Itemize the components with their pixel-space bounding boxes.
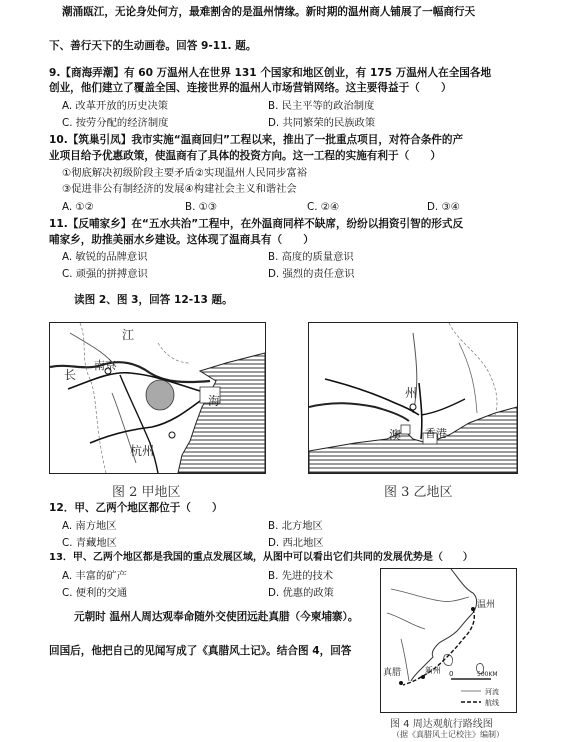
q12-option-b[interactable]: B. 北方地区 [268,520,323,532]
river [387,613,425,629]
q11-option-b[interactable]: B. 高度的质量意识 [268,251,354,263]
city-zhenla [399,681,403,685]
q13-option-a[interactable]: A. 丰富的矿产 [62,570,127,582]
river [401,639,409,681]
sea-area [178,353,265,473]
figure-4-svg [381,569,516,712]
q9-stem-1: 9.【商海弄潮】有 60 万温州人在世界 131 个国家和地区创业，有 175 万温州人在全国各地 [49,67,492,79]
coastline [411,569,477,681]
river [413,333,417,413]
q10-item-12: ①彻底解决初级阶段主要矛盾②实现温州人民同步富裕 [62,167,307,179]
q10-stem-1: 10.【筑巢引凤】我市实施“温商回归”工程以来，推出了一批重点项目，对符合条件的产 [49,134,464,146]
railway [90,401,200,443]
label-nanjing: 南京 [94,359,116,372]
city-wenzhou [471,607,475,611]
river [391,589,469,602]
intro-line-1: 潮涌瓯江，无论身处何方，最难割舍的是温州情缘。新时期的温州商人铺展了一幅商行天 [62,6,476,18]
figure-2-svg [50,323,265,473]
q13-option-b[interactable]: B. 先进的技术 [268,570,334,582]
province-border [158,343,190,363]
figure-4-source: （据《真腊风土记校注》编制） [392,730,504,739]
q11-option-c[interactable]: C. 顽强的拼搏意识 [62,268,148,280]
figure-2-map [49,322,266,474]
label-chang: 长 [64,368,77,382]
label-xianggang: 香港 [425,427,447,440]
read-figures-2-3: 读图 2、图 3，回答 12-13 题。 [74,294,233,306]
yuan-line-1: 元朝时 温州人周达观奉命随外交使团远赴真腊（今柬埔寨）。 [74,611,359,623]
q10-item-34: ③促进非公有制经济的发展④构建社会主义和谐社会 [62,183,297,195]
pearl-river [309,403,409,421]
railway [421,399,465,415]
label-jiang: 江 [122,328,135,342]
q11-stem-1: 11.【反哺家乡】在“五水共治”工程中，在外温商同样不缺席，纷纷以捐资引智的形式反 [49,218,464,230]
q12-option-a[interactable]: A. 南方地区 [62,520,117,532]
province-border [449,323,497,415]
intro-line-2: 下、善行天下的生动画卷。回答 9-11. 题。 [49,40,257,52]
city-hangzhou [169,432,175,438]
scale-km: 500KM [477,671,498,678]
q11-option-a[interactable]: A. 敏锐的品牌意识 [62,251,148,263]
figure-2-caption: 图 2 甲地区 [112,485,181,500]
macau-box [401,425,410,434]
q10-option-b[interactable]: B. ①③ [185,201,218,213]
q10-option-a[interactable]: A. ①② [62,201,94,213]
figure-3-svg [309,323,517,473]
q9-option-c[interactable]: C. 按劳分配的经济制度 [62,117,169,129]
figure-3-caption: 图 3 乙地区 [384,485,453,500]
railway [419,383,422,439]
river [459,343,477,413]
q11-stem-2: 哺家乡，助推美丽水乡建设。这体现了温商具有（ ） [49,234,314,246]
q13-option-d[interactable]: D. 优惠的政策 [268,587,334,599]
q13-option-c[interactable]: C. 便利的交通 [62,587,128,599]
label-ao: 澳 [389,428,402,442]
q10-option-c[interactable]: C. ②④ [307,201,340,213]
label-hai: 海 [208,394,221,408]
q13-stem: 13．甲、乙两个地区都是我国的重点发展区域，从图中可以看出它们共同的发展优势是（ ） [49,552,473,563]
figure-4-map [380,568,517,713]
label-zhenla: 真腊 [383,668,402,678]
q9-option-d[interactable]: D. 共同繁荣的民族政策 [268,117,376,129]
province-border [80,323,106,473]
q12-option-c[interactable]: C. 青藏地区 [62,537,117,549]
yuan-line-2: 回国后，他把自己的见闻写成了《真腊风土记》。结合图 4，回答 [49,645,352,657]
q9-stem-2: 创业，他们建立了覆盖全国、连接世界的温州人市场营销网络。这主要得益于（ ） [49,82,452,94]
scale-zero: 0 [449,670,454,678]
figure-3-map [308,322,518,474]
legend-river: 河流 [485,688,499,696]
q12-option-d[interactable]: D. 西北地区 [268,537,324,549]
label-hangzhou: 杭州 [130,444,155,458]
label-zhou: 州 [405,386,418,400]
city-xinzhou [421,675,425,679]
q10-stem-2: 业项目给予优惠政策，使温商有了具体的投资方向。这一工程的实施有利于（ ） [49,150,441,162]
q9-option-a[interactable]: A. 改革开放的历史决策 [62,100,169,112]
q11-option-d[interactable]: D. 强烈的责任意识 [268,268,355,280]
label-xinzhou: 新州 [425,666,441,675]
city-guangzhou [410,404,416,410]
label-wenzhou: 温州 [477,600,496,610]
sea-area [309,407,517,473]
taihu-lake [146,380,174,410]
q10-option-d[interactable]: D. ③④ [427,201,460,213]
q9-option-b[interactable]: B. 民主平等的政治制度 [268,100,375,112]
figure-4-caption: 图 4 周达观航行路线图 [390,719,493,730]
legend-route: 航线 [485,699,499,707]
q12-stem: 12．甲、乙两个地区都位于（ ） [49,502,223,514]
